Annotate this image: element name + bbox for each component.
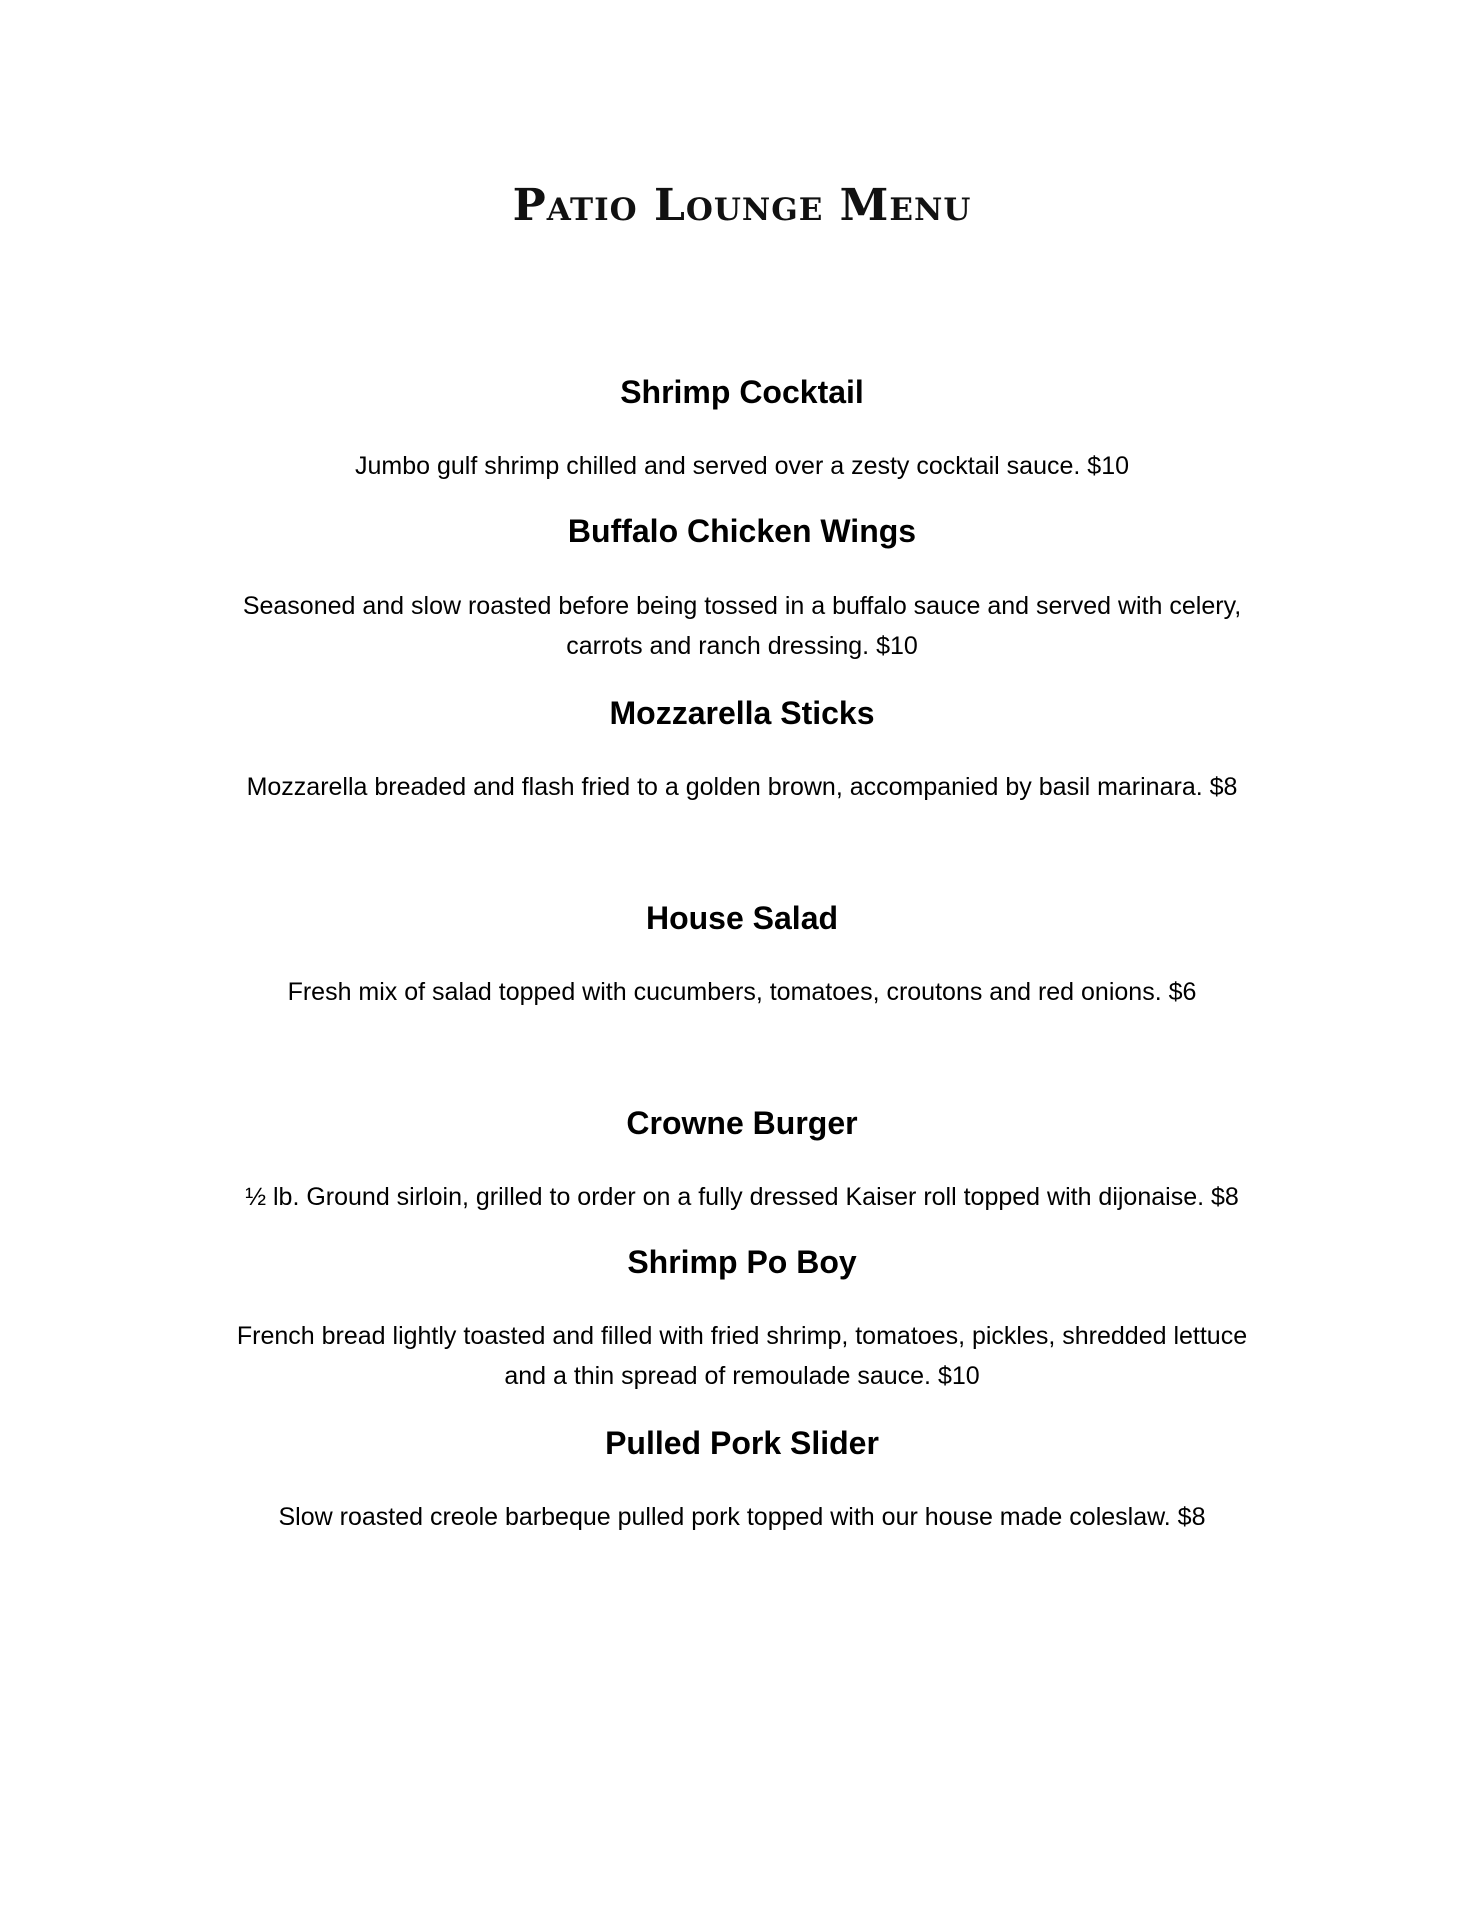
menu-item-description: Mozzarella breaded and flash fried to a golden brown, accompanied by basil marinara. $8 [246,773,1238,801]
menu-item-description: French bread lightly toasted and filled with fried shrimp, tomatoes, pickles, shredded lettuce and a thin spread of remoulade sauce. $10 [236,1322,1248,1390]
menu-item-name: Mozzarella Sticks [609,695,875,731]
menu-item-name: Pulled Pork Slider [605,1425,879,1461]
menu-item-description: Slow roasted creole barbeque pulled pork topped with our house made coleslaw. $8 [278,1503,1206,1531]
menu-item-description: Fresh mix of salad topped with cucumbers, tomatoes, croutons and red onions. $6 [287,978,1197,1006]
menu-item-name: House Salad [645,900,839,936]
menu-item-name: Buffalo Chicken Wings [567,513,917,549]
menu-item-description: Jumbo gulf shrimp chilled and served over a zesty cocktail sauce. $10 [355,452,1129,480]
menu-item-name: Shrimp Po Boy [627,1244,857,1280]
menu-item-name: Shrimp Cocktail [620,374,864,410]
menu-item-description: Seasoned and slow roasted before being tossed in a buffalo sauce and served with celery, carrots and ranch dressing. $10 [242,592,1242,660]
menu-title: Patio Lounge Menu [512,180,972,231]
menu-item-name: Crowne Burger [626,1105,858,1141]
menu-item-description: ½ lb. Ground sirloin, grilled to order on a fully dressed Kaiser roll topped with dijonaise. $8 [245,1183,1239,1211]
